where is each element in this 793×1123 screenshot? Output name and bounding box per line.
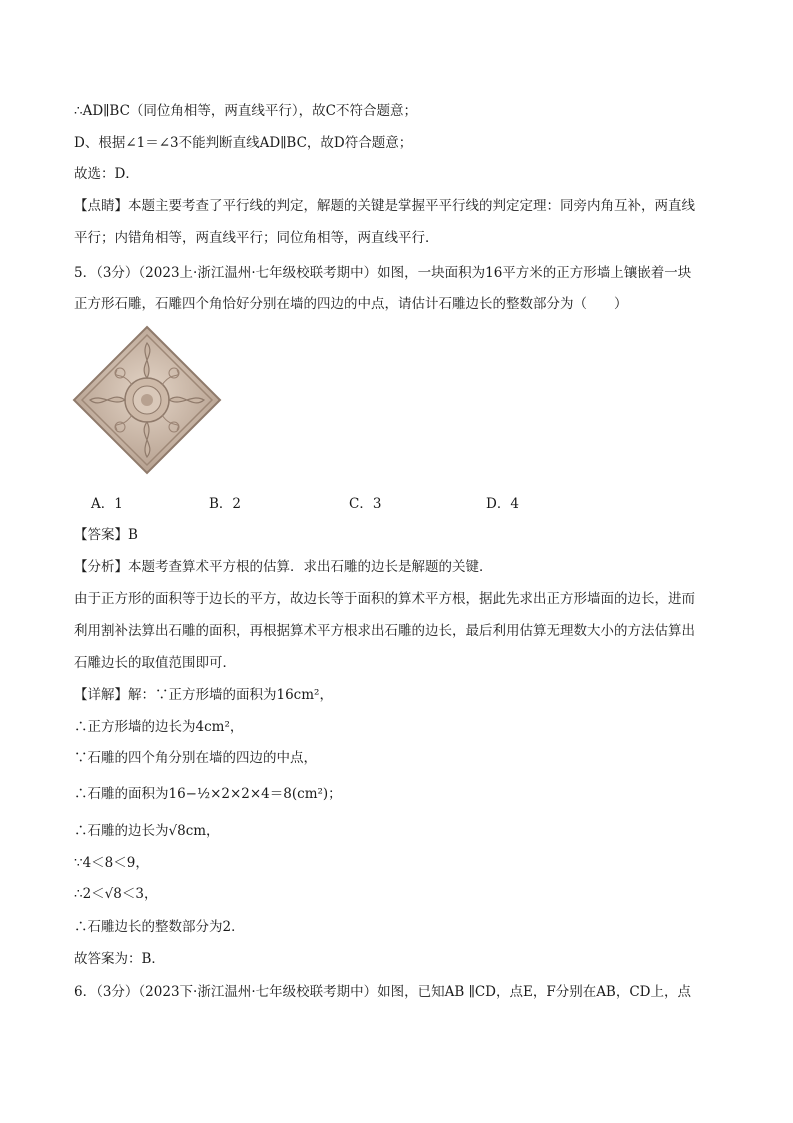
- stone-carving-image: [72, 325, 222, 475]
- detail-line: ∴石雕边长的整数部分为2．: [74, 919, 245, 935]
- detail-line: ∴石雕的面积为16−½×2×2×4＝8(cm²)；: [74, 786, 342, 802]
- text-line: 故选：D．: [74, 166, 139, 182]
- question-6-line: 6．（3分）（2023下·浙江温州·七年级校联考期中）如图，已知AB ∥CD，点E，F分别在AB，CD上，点: [74, 984, 692, 1000]
- detail-line: ∵4＜8＜9，: [74, 855, 149, 871]
- detail-line: ∵石雕的四个角分别在墙的四边的中点，: [74, 750, 317, 766]
- question-5-line: 5．（3分）（2023上·浙江温州·七年级校联考期中）如图，一块面积为16平方米的正方形墙上镶嵌着一块: [74, 265, 692, 281]
- option-d: D．4: [486, 496, 519, 512]
- detail-line: 故答案为：B．: [74, 951, 165, 967]
- option-b: B．2: [209, 496, 242, 512]
- comment-line: 平行；内错角相等，两直线平行；同位角相等，两直线平行．: [74, 230, 439, 246]
- option-a: A．1: [91, 496, 123, 512]
- text-line: D、根据∠1＝∠3不能判断直线AD∥BC，故D符合题意；: [74, 135, 413, 151]
- detail-line: ∴石雕的边长为√8cm，: [74, 823, 220, 839]
- detail-line: ∴正方形墙的边长为4cm²，: [74, 719, 244, 735]
- question-5-line: 正方形石雕，石雕四个角恰好分别在墙的四边的中点，请估计石雕边长的整数部分为（ ）: [74, 296, 628, 312]
- detail-line: ∴2＜√8＜3，: [74, 886, 158, 902]
- analysis-line: 利用割补法算出石雕的面积，再根据算术平方根求出石雕的边长，最后利用估算无理数大小的方法估算出: [74, 623, 695, 639]
- text-line: ∴AD∥BC（同位角相等，两直线平行），故C不符合题意；: [74, 103, 417, 119]
- option-c: C．3: [349, 496, 382, 512]
- answer-line: 【答案】B: [74, 527, 138, 543]
- analysis-line: 【分析】本题考查算术平方根的估算．求出石雕的边长是解题的关键．: [74, 559, 493, 575]
- detail-line: 【详解】解：∵正方形墙的面积为16cm²，: [74, 687, 333, 703]
- comment-line: 【点睛】本题主要考查了平行线的判定，解题的关键是掌握平平行线的判定定理：同旁内角互补，两直线: [74, 198, 695, 214]
- analysis-line: 由于正方形的面积等于边长的平方，故边长等于面积的算术平方根，据此先求出正方形墙面的边长，进而: [74, 591, 695, 607]
- analysis-line: 石雕边长的取值范围即可．: [74, 655, 236, 671]
